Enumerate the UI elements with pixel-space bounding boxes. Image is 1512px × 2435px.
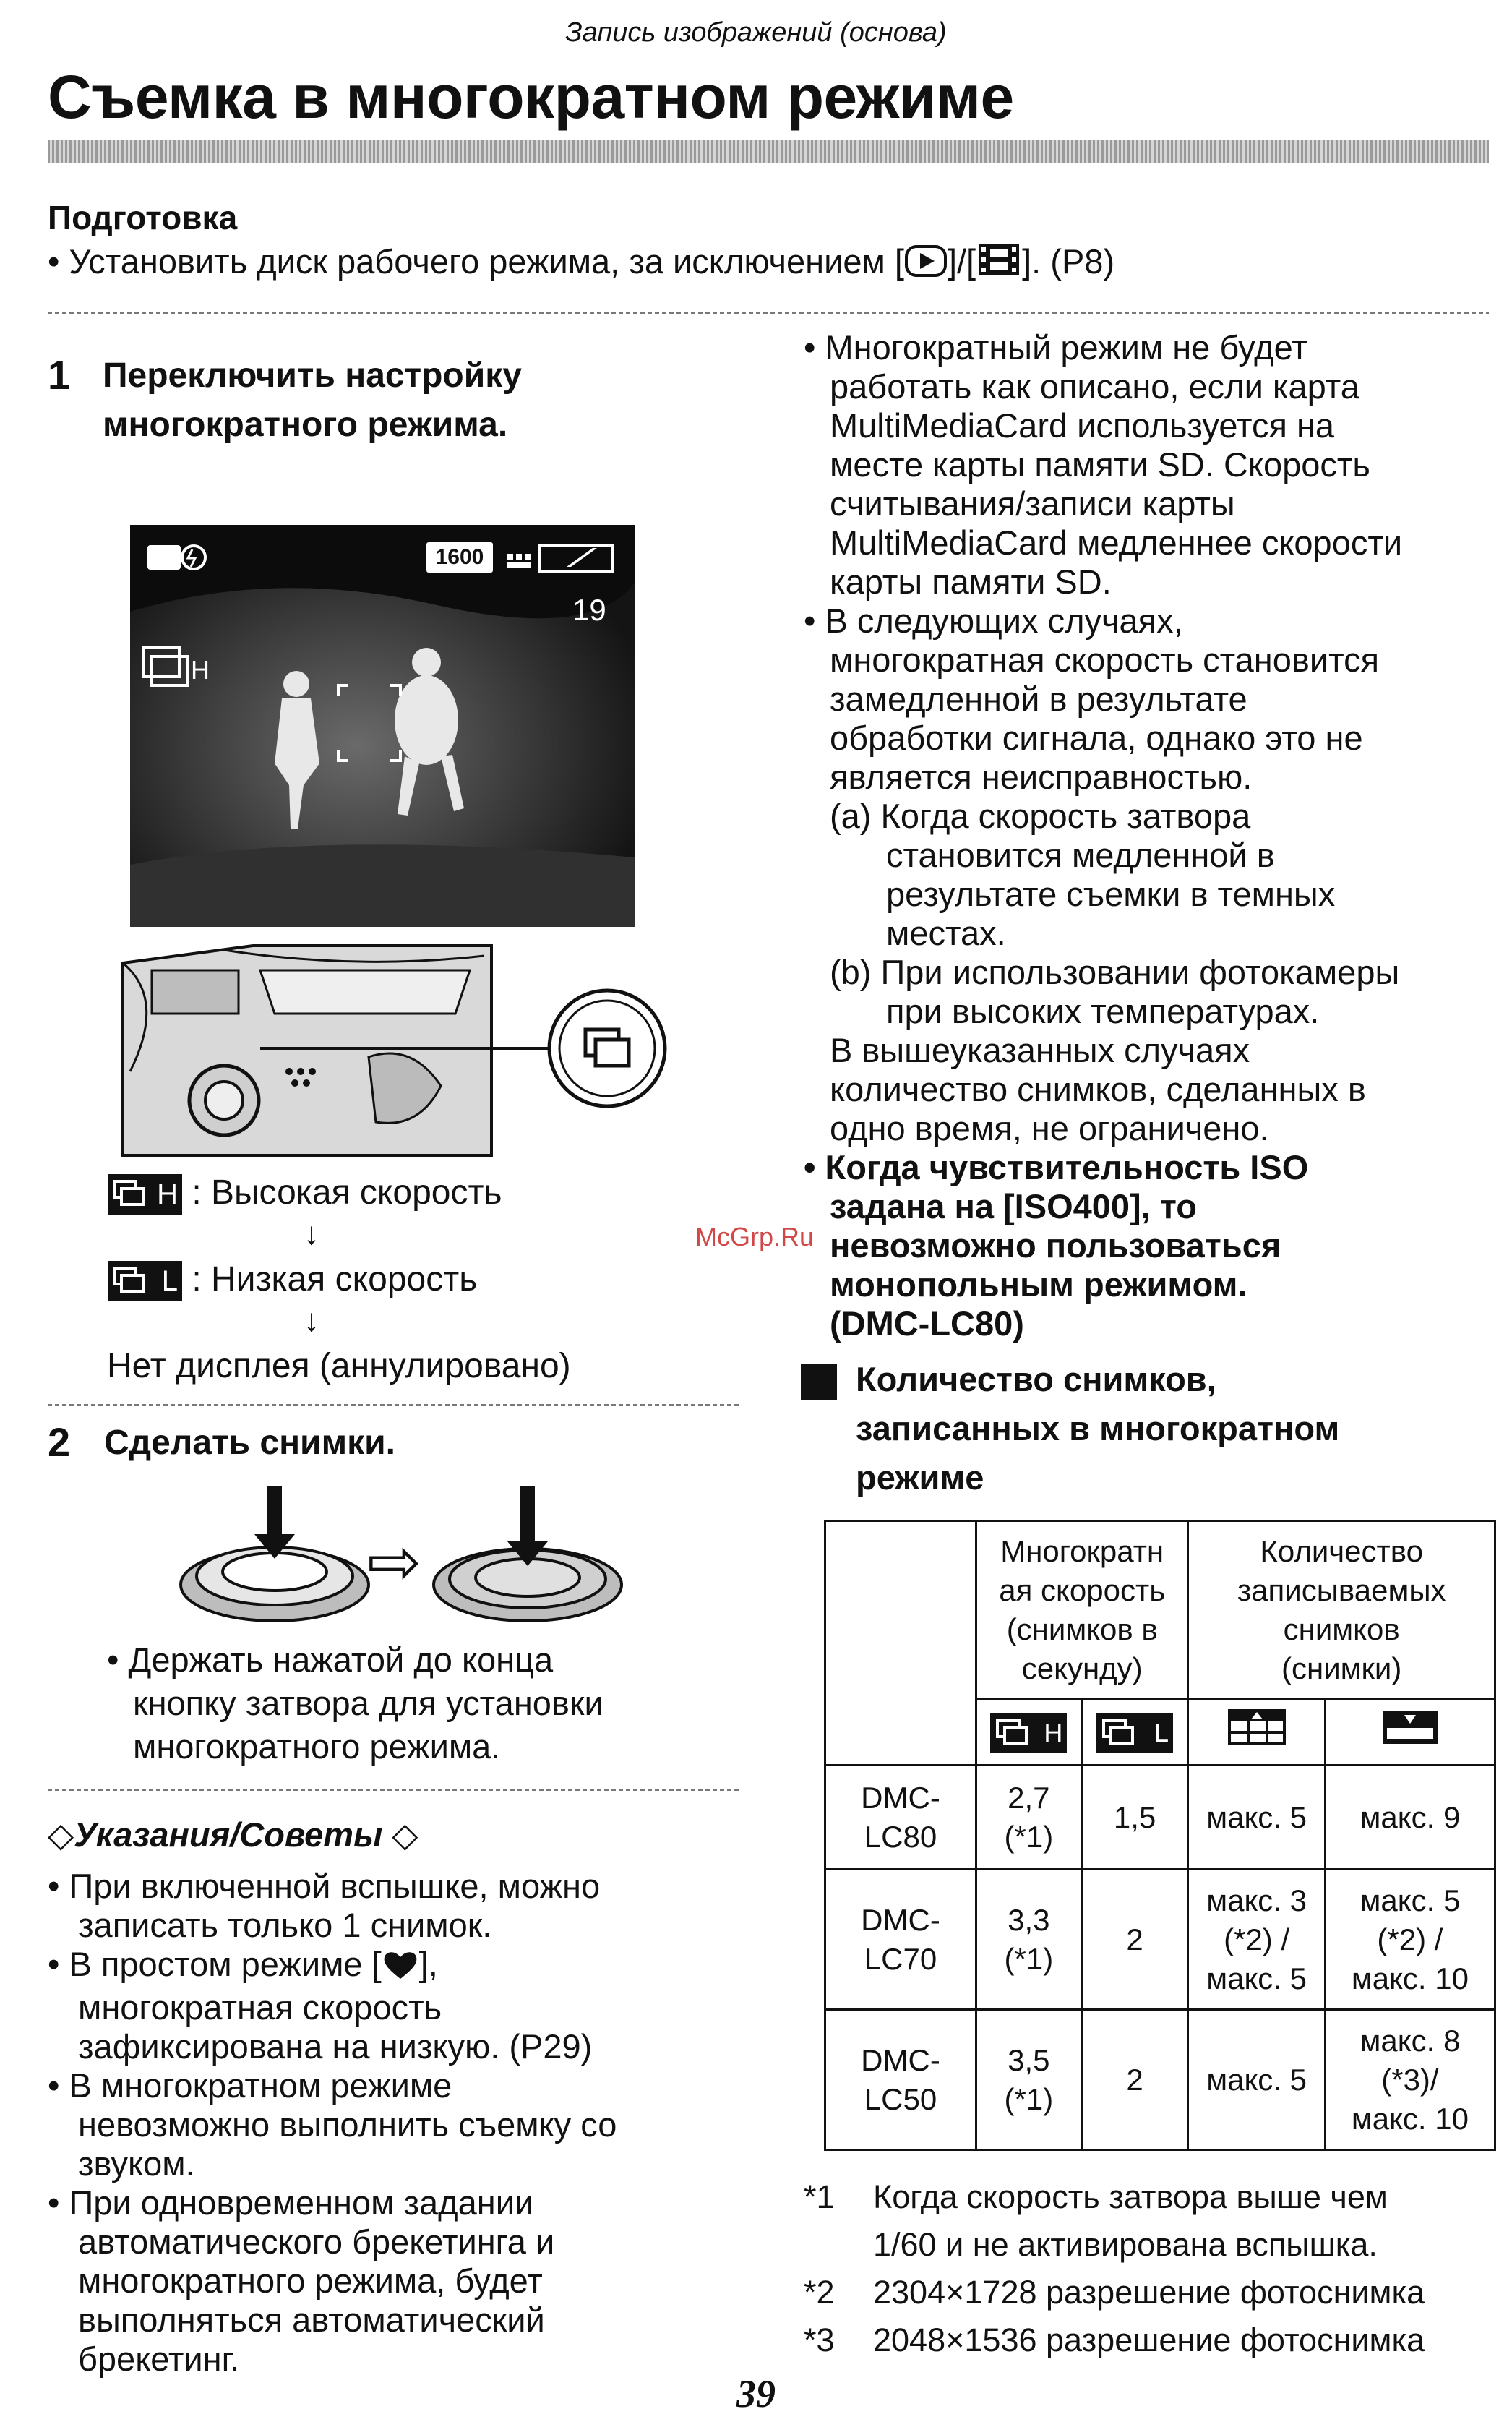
preparation-text-mid: ]/[	[947, 242, 976, 281]
text-line: MultiMediaCard медленнее скорости	[830, 523, 1403, 562]
table-cell-model	[825, 1870, 976, 2010]
text-line: обработки сигнала, однако это не	[830, 719, 1363, 757]
text-line: 3,3	[1008, 1902, 1050, 1937]
text-line: брекетинг.	[78, 2340, 240, 2378]
playback-icon	[904, 244, 948, 286]
step1-line: многократного режима.	[103, 406, 508, 444]
step2-number: 2	[48, 1419, 71, 1465]
mode-item-text: : Низкая скорость	[192, 1260, 478, 1298]
preparation-text	[48, 241, 1114, 286]
table-row	[825, 1766, 1495, 1870]
preparation-text-before: • Установить диск рабочего режима, за исключением [	[48, 242, 904, 281]
text-line: • Держать нажатой до конца	[107, 1640, 554, 1679]
text-line: (b) При использовании фотокамеры	[830, 953, 1400, 991]
step-divider	[48, 1404, 742, 1406]
text-line: DMC-	[861, 1902, 940, 1937]
tips-divider	[48, 1789, 742, 1791]
table-cell-count-fine	[1188, 1766, 1325, 1870]
step2-note	[107, 1638, 757, 1768]
text-line: (*1)	[1004, 2081, 1054, 2116]
quality-fine-icon	[1227, 1706, 1287, 1748]
text-line: • При включенной вспышке, можно	[48, 1867, 601, 1905]
burst-low-icon	[1096, 1713, 1173, 1753]
text-line: записанных в многократном	[856, 1409, 1340, 1447]
text-line: макс. 10	[1351, 2101, 1469, 2136]
text-line: 1/60 и не активирована вспышка.	[873, 2226, 1378, 2263]
text-line: (снимков в	[1006, 1612, 1158, 1646]
table-cell-speed-high	[976, 2010, 1082, 2150]
text-line: (снимки)	[1281, 1651, 1402, 1685]
text-line: (*2) /	[1377, 1922, 1443, 1956]
text-line: • Когда чувствительность ISO	[804, 1148, 1309, 1186]
table-row	[825, 1870, 1495, 2010]
text-line: записать только 1 снимок.	[78, 1906, 492, 1944]
text-line: макс. 5	[1206, 2062, 1307, 2097]
page-title: Съемка в многократном режиме	[48, 63, 1014, 131]
table-cell-speed-high	[976, 1870, 1082, 2010]
watermark: McGrp.Ru	[695, 1222, 815, 1251]
footnote-mark: *3	[804, 2321, 835, 2358]
text-line: выполняться автоматический	[78, 2301, 545, 2339]
table-header-count	[1188, 1521, 1495, 1699]
footnote	[804, 2269, 1498, 2316]
footnote	[804, 2173, 1498, 2269]
text-line: местах.	[886, 914, 1006, 952]
text-line: Количество	[1260, 1533, 1423, 1568]
text-line: звуком.	[78, 2144, 195, 2183]
text-line: макс. 5	[1359, 1883, 1461, 1917]
text-line: замедленной в результате	[830, 680, 1247, 718]
table-cell-count-fine	[1188, 1870, 1325, 2010]
tips-b2-before: • В простом режиме [	[48, 1945, 382, 1983]
burst-count-table	[824, 1520, 1496, 2151]
text-line: Когда скорость затвора выше чем	[873, 2178, 1388, 2215]
text-line: многократная скорость становится	[830, 641, 1380, 679]
text-line: макс. 3	[1206, 1883, 1307, 1917]
title-rule	[48, 140, 1489, 163]
burst-high-icon	[108, 1174, 182, 1215]
text-line: снимков	[1283, 1612, 1400, 1646]
text-line: макс. 9	[1359, 1799, 1461, 1834]
text-line: 2048×1536 разрешение фотоснимка	[873, 2321, 1425, 2358]
text-line: LC50	[864, 2081, 937, 2116]
camera-lcd-screen	[130, 525, 635, 927]
text-line: макс. 5	[1206, 1961, 1307, 1995]
text-line: • В многократном режиме	[48, 2066, 452, 2105]
burst-high-icon-label: H	[1044, 1717, 1063, 1747]
text-line: количество снимков, сделанных в	[830, 1070, 1366, 1108]
text-line: карты памяти SD.	[830, 562, 1112, 601]
text-line: • В следующих случаях,	[804, 602, 1183, 640]
tips-list	[48, 1867, 770, 2379]
mode-item-text: : Высокая скорость	[192, 1173, 502, 1212]
text-line: LC80	[864, 1819, 937, 1854]
shutter-press-illustration	[173, 1484, 636, 1628]
table-cell-speed-low	[1081, 1870, 1188, 2010]
preparation-heading: Подготовка	[48, 199, 238, 236]
text-line: 2	[1126, 2062, 1143, 2097]
text-line: макс. 8	[1359, 2023, 1461, 2058]
text-line: Количество снимков,	[856, 1360, 1216, 1398]
step1-number: 1	[48, 352, 71, 398]
text-line: DMC-	[861, 1780, 940, 1815]
table-cell-count-fine	[1188, 2010, 1325, 2150]
sequence-arrow: ⇨	[367, 1526, 422, 1599]
footnote-mark: *2	[804, 2274, 835, 2311]
motion-picture-icon	[976, 241, 1022, 286]
text-line: (*2) /	[1224, 1922, 1290, 1956]
running-header: Запись изображений (основа)	[565, 17, 947, 48]
section-square-icon	[801, 1364, 837, 1400]
footnote-mark: *1	[804, 2178, 835, 2215]
table-row	[825, 2010, 1495, 2150]
step1-text	[103, 351, 753, 450]
table-header-speed	[976, 1521, 1188, 1699]
text-line: Многократн	[1000, 1533, 1164, 1568]
footnote	[804, 2316, 1498, 2364]
text-line: DMC-	[861, 2042, 940, 2077]
table-corner-cell	[825, 1521, 976, 1766]
text-line: 2	[1126, 1922, 1143, 1956]
text-line: макс. 10	[1351, 1961, 1469, 1995]
text-line: (a) Когда скорость затвора	[830, 797, 1251, 835]
heart-icon	[382, 1948, 419, 1988]
burst-high-icon	[990, 1713, 1067, 1753]
text-line: одно время, не ограничено.	[830, 1109, 1269, 1147]
table-cell-count-standard	[1325, 1870, 1495, 2010]
text-line: многократного режима, будет	[78, 2261, 543, 2300]
burst-low-icon-label: L	[1154, 1717, 1169, 1747]
text-line: В вышеуказанных случаях	[830, 1031, 1250, 1069]
text-line: работать как описано, если карта	[830, 367, 1359, 406]
text-line: многократная скорость	[78, 1988, 442, 2027]
text-line: многократного режима.	[133, 1727, 501, 1766]
text-line: 3,5	[1008, 2042, 1050, 2077]
quality-standard-icon	[1380, 1706, 1440, 1748]
text-line: (*1)	[1004, 1941, 1054, 1976]
footnotes	[804, 2173, 1498, 2364]
text-line: является неисправностью.	[830, 758, 1253, 796]
text-line: зафиксирована на низкую. (P29)	[78, 2027, 593, 2066]
burst-low-icon-label: L	[161, 1265, 178, 1298]
preparation-divider	[48, 312, 1489, 314]
text-line: кнопку затвора для установки	[133, 1684, 603, 1722]
table-subheader-low	[1081, 1699, 1188, 1766]
text-line: невозможно пользоваться	[830, 1226, 1281, 1264]
text-line: 2304×1728 разрешение фотоснимка	[873, 2274, 1425, 2311]
section-heading	[856, 1355, 1339, 1502]
text-line: режиме	[856, 1458, 984, 1497]
text-line: результате съемки в темных	[886, 875, 1336, 913]
text-line: 1,5	[1113, 1799, 1156, 1834]
table-cell-speed-high	[976, 1766, 1082, 1870]
text-line: макс. 5	[1206, 1799, 1307, 1834]
text-line: невозможно выполнить съемку со	[78, 2105, 617, 2144]
tips-b2-after: ],	[418, 1945, 438, 1983]
step2-text: Сделать снимки.	[104, 1424, 395, 1462]
step1-line: Переключить настройку	[103, 356, 522, 395]
lcd-iso-value: 1600	[435, 545, 484, 569]
text-line: • Многократный режим не будет	[804, 328, 1307, 367]
table-subheader-high	[976, 1699, 1082, 1766]
text-line: MultiMediaCard используется на	[830, 406, 1335, 445]
text-line: ая скорость	[999, 1572, 1166, 1607]
preparation-text-after: ]. (P8)	[1022, 242, 1115, 281]
page-number: 39	[736, 2372, 776, 2415]
table-cell-model	[825, 1766, 976, 1870]
table-cell-count-standard	[1325, 1766, 1495, 1870]
tips-heading: ◇Указания/Советы ◇	[48, 1815, 418, 1854]
table-subheader-quality-fine	[1188, 1699, 1325, 1766]
mode-arrow: ↓	[304, 1216, 319, 1251]
burst-low-icon	[108, 1261, 182, 1301]
text-line: LC70	[864, 1941, 937, 1976]
text-line: считывания/записи карты	[830, 484, 1235, 523]
table-subheader-quality-standard	[1325, 1699, 1495, 1766]
right-column-notes	[804, 328, 1498, 1343]
text-line: автоматического брекетинга и	[78, 2222, 555, 2261]
text-line: • При одновременном задании	[48, 2183, 534, 2222]
lcd-burst-mode-label: H	[191, 655, 210, 685]
text-line: записываемых	[1237, 1572, 1446, 1607]
mode-item-high	[108, 1173, 502, 1215]
camera-burst-button-illustration	[108, 941, 679, 1158]
table-cell-speed-low	[1081, 2010, 1188, 2150]
mode-item-low	[108, 1259, 477, 1301]
text-line: становится медленной в	[886, 836, 1275, 874]
text-line: (*3)/	[1381, 2062, 1439, 2097]
table-cell-count-standard	[1325, 2010, 1495, 2150]
text-line: при высоких температурах.	[886, 992, 1320, 1030]
table-cell-model	[825, 2010, 976, 2150]
mode-no-display: Нет дисплея (аннулировано)	[107, 1347, 571, 1385]
text-line: (DMC-LC80)	[830, 1304, 1024, 1343]
text-line: (*1)	[1004, 1819, 1054, 1854]
text-line: 2,7	[1008, 1780, 1050, 1815]
table-cell-speed-low	[1081, 1766, 1188, 1870]
text-line: секунду)	[1021, 1651, 1143, 1685]
text-line: месте карты памяти SD. Скорость	[830, 445, 1370, 484]
mode-arrow: ↓	[304, 1303, 319, 1338]
text-line: монопольным режимом.	[830, 1265, 1247, 1304]
burst-high-icon-label: H	[157, 1178, 178, 1211]
text-line: задана на [ISO400], то	[830, 1187, 1197, 1225]
text-line	[48, 1945, 770, 1988]
lcd-shot-count: 19	[572, 593, 606, 627]
